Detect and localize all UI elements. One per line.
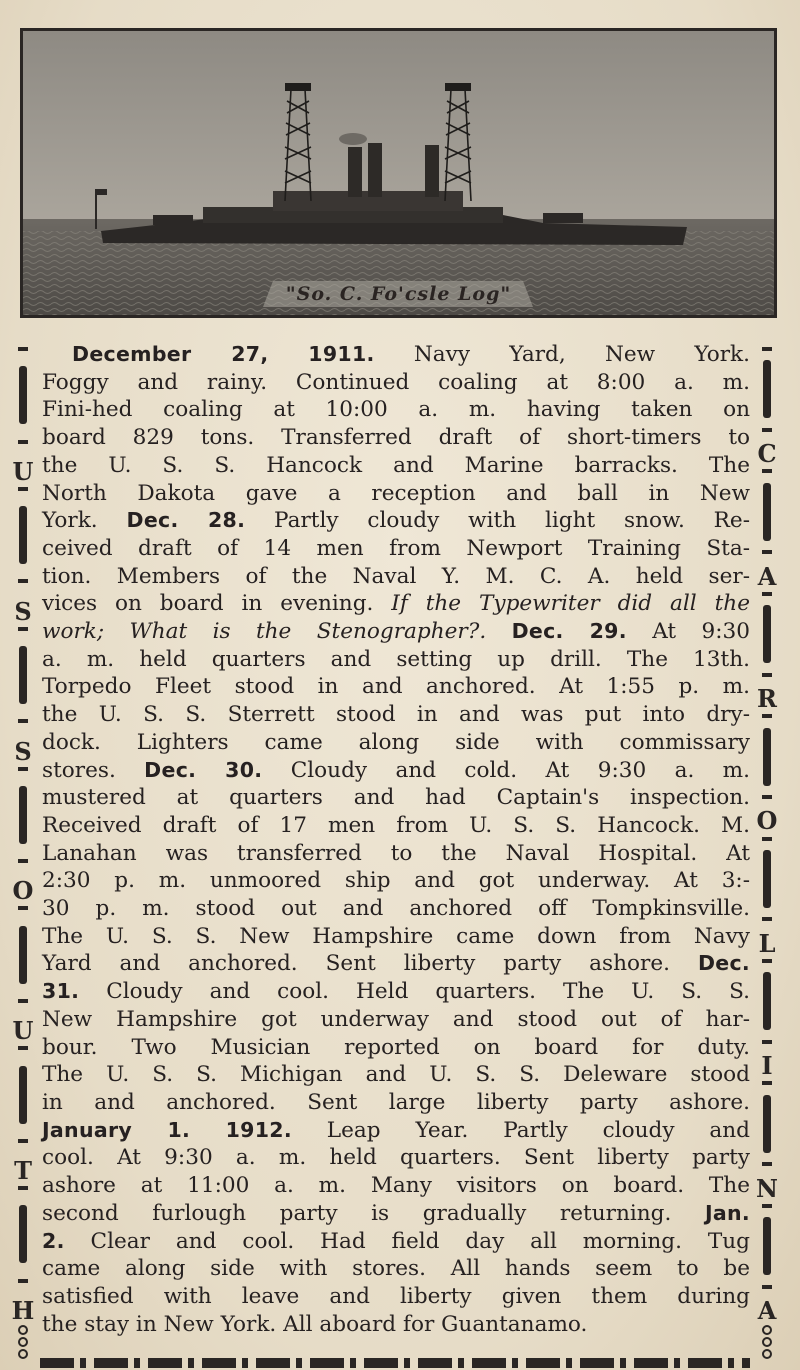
border-bar [763, 728, 771, 786]
border-bar [19, 786, 27, 844]
log-date: Dec. [697, 951, 750, 976]
log-line [42, 452, 750, 480]
border-tick [762, 1162, 772, 1166]
border-letter: U [12, 1016, 34, 1046]
border-letter: U [12, 456, 34, 486]
photo-caption: "So. C. Fo'csle Log" [285, 283, 512, 305]
border-bar [19, 506, 27, 564]
border-segment [14, 485, 31, 625]
log-line [42, 840, 750, 868]
log-text: North Dakota gave a reception and ball in New [42, 480, 750, 506]
border-end-ornament [762, 1324, 772, 1360]
border-bar [19, 926, 27, 984]
log-text [486, 619, 511, 644]
log-text: bour. Two Musician reported on board for duty. [42, 1034, 750, 1060]
log-line [42, 1089, 750, 1117]
log-line [42, 535, 750, 563]
log-italic-text: work; What is the Stenographer?. [42, 619, 487, 645]
border-tick [18, 440, 28, 444]
log-text: Clear and cool. Had field day all morning. Tug [64, 1228, 750, 1254]
border-segment [758, 467, 777, 589]
log-line [42, 618, 750, 646]
border-letter: O [12, 876, 34, 906]
log-text: 2:30 p. m. unmoored ship and got underway. At 3:- [42, 868, 750, 894]
log-line [42, 563, 750, 591]
log-text: Lanahan was transferred to the Naval Hospital. At [42, 840, 750, 866]
log-text: came along side with stores. All hands seem to be [42, 1256, 750, 1282]
border-tick [18, 999, 28, 1003]
border-tick [762, 1081, 772, 1085]
log-date: 31. [42, 979, 80, 1004]
border-letter: A [757, 561, 777, 591]
battleship-photo [20, 28, 777, 318]
border-segment [14, 625, 31, 765]
border-tick [762, 795, 772, 799]
log-text: the U. S. S. Sterrett stood in and was put into dry- [42, 702, 750, 728]
border-segment [761, 957, 772, 1079]
log-line [42, 369, 750, 397]
log-line [42, 784, 750, 812]
log-text: satisfied with leave and liberty given them during [42, 1283, 750, 1309]
log-line [42, 507, 750, 535]
border-tick [762, 917, 772, 921]
log-text: Leap Year. Partly cloudy and [291, 1117, 750, 1143]
border-segment [12, 1184, 35, 1324]
log-text: tion. Members of the Naval Y. M. C. A. held ser- [42, 563, 750, 589]
log-text: 30 p. m. stood out and anchored off Tompkinsville. [42, 896, 750, 922]
border-bar [763, 850, 771, 908]
log-line [42, 1283, 750, 1311]
border-segment [757, 345, 776, 467]
border-bar [19, 1066, 27, 1124]
log-line [42, 1311, 750, 1339]
border-tick [18, 1046, 28, 1050]
border-bar [763, 483, 771, 541]
border-bar [763, 605, 771, 663]
log-text: Partly cloudy with light snow. Re- [245, 508, 750, 534]
log-line [42, 1228, 750, 1256]
log-text: York. [42, 508, 127, 534]
border-segment [13, 345, 34, 485]
border-tick [18, 1186, 28, 1190]
border-segment [757, 712, 778, 834]
log-date: Jan. [704, 1200, 750, 1225]
border-tick [762, 550, 772, 554]
log-text: The U. S. S. Michigan and U. S. S. Deleware stood [42, 1062, 750, 1088]
log-text: the stay in New York. All aboard for Guantanamo. [42, 1311, 588, 1337]
log-line [42, 757, 750, 785]
border-tick [18, 1279, 28, 1283]
log-line [42, 396, 750, 424]
border-tick [18, 767, 28, 771]
border-tick [762, 428, 772, 432]
log-line [42, 1200, 750, 1228]
log-line [42, 867, 750, 895]
border-segment [756, 1079, 778, 1201]
right-border-carolina [752, 345, 782, 1360]
log-text: The U. S. S. New Hampshire came down from Navy [42, 923, 750, 949]
log-line [42, 1144, 750, 1172]
log-line [42, 923, 750, 951]
log-text: At 9:30 [626, 619, 750, 645]
log-line [42, 673, 750, 701]
log-text: the U. S. S. Hancock and Marine barracks. The [42, 452, 750, 478]
border-tick [762, 714, 772, 718]
log-text: Cloudy and cold. At 9:30 a. m. [262, 757, 751, 783]
border-tick [762, 1204, 772, 1208]
border-tick [18, 347, 28, 351]
border-tick [762, 1040, 772, 1044]
border-letter: C [757, 439, 777, 469]
border-letter: N [756, 1173, 778, 1203]
border-letter: R [757, 684, 777, 714]
log-text: Cloudy and cool. Held quarters. The U. S. S. [79, 979, 750, 1005]
border-segment [13, 904, 34, 1044]
log-text: vices on board in evening. [42, 591, 392, 617]
border-tick [18, 627, 28, 631]
border-segment [757, 590, 777, 712]
border-tick [762, 837, 772, 841]
log-date: December 27, 1911. [72, 342, 375, 366]
border-tick [18, 719, 28, 723]
border-letter: A [757, 1295, 777, 1325]
border-tick [18, 1139, 28, 1143]
border-tick [762, 347, 772, 351]
log-date: January 1. 1912. [42, 1117, 292, 1142]
border-bar [19, 366, 27, 424]
log-line [42, 1034, 750, 1062]
log-line [42, 729, 750, 757]
log-text: second furlough party is gradually returning. [42, 1200, 705, 1226]
log-italic-text: If the Typewriter did all the [391, 591, 750, 617]
log-text: in and anchored. Sent large liberty party ashore. [42, 1089, 750, 1115]
border-letter: L [758, 928, 776, 958]
border-bar [763, 972, 771, 1030]
log-line [42, 1172, 750, 1200]
bottom-ornament-border [40, 1358, 750, 1368]
log-date: Dec. 30. [144, 757, 263, 782]
log-line [42, 480, 750, 508]
log-line [42, 895, 750, 923]
log-line [42, 1117, 750, 1145]
border-tick [762, 592, 772, 596]
log-text: dock. Lighters came along side with commissary [42, 729, 750, 755]
border-letter: T [14, 1156, 32, 1186]
border-segment [758, 1202, 777, 1324]
border-tick [762, 1285, 772, 1289]
border-letter: O [756, 806, 778, 836]
border-tick [18, 859, 28, 863]
border-segment [14, 1044, 32, 1184]
log-date: Dec. 29. [511, 619, 627, 644]
log-text: stores. [42, 757, 145, 783]
log-text: cool. At 9:30 a. m. held quarters. Sent liberty party [42, 1145, 750, 1171]
log-line [42, 1255, 750, 1283]
log-text: Navy Yard, New York. [374, 342, 750, 367]
log-line [42, 424, 750, 452]
border-tick [762, 959, 772, 963]
border-letter: S [14, 596, 32, 626]
log-text: a. m. held quarters and setting up drill. The 13th. [42, 646, 750, 672]
border-end-ornament [18, 1324, 28, 1360]
log-text: board 829 tons. Transferred draft of short-timers to [42, 425, 750, 451]
left-border-uss-south [8, 345, 38, 1360]
border-bar [19, 1205, 27, 1263]
log-text: Fini-hed coaling at 10:00 a. m. having taken on [42, 397, 750, 423]
border-segment [759, 835, 776, 957]
log-line [42, 701, 750, 729]
log-date: 2. [42, 1228, 65, 1253]
log-text: New Hampshire got underway and stood out of har- [42, 1006, 750, 1032]
border-tick [18, 906, 28, 910]
log-line [42, 646, 750, 674]
log-line [42, 812, 750, 840]
log-text: Received draft of 17 men from U. S. S. Hancock. M. [42, 812, 750, 838]
log-text: mustered at quarters and had Captain's inspection. [42, 785, 750, 811]
border-letter: S [14, 736, 32, 766]
log-text: Yard and anchored. Sent liberty party ashore. [42, 951, 698, 977]
log-date: Dec. 28. [126, 508, 246, 533]
log-line [42, 978, 750, 1006]
battleship-illustration [23, 31, 774, 315]
border-bar [763, 1217, 771, 1275]
border-bar [763, 1095, 771, 1153]
log-line [42, 1061, 750, 1089]
border-tick [18, 487, 28, 491]
log-line [42, 950, 750, 978]
log-text: Torpedo Fleet stood in and anchored. At 1:55 p. m. [42, 674, 750, 700]
border-letter: I [761, 1051, 773, 1081]
border-letter: H [11, 1296, 35, 1325]
border-tick [762, 673, 772, 677]
log-line [42, 341, 750, 369]
log-text: ashore at 11:00 a. m. Many visitors on board. The [42, 1173, 750, 1199]
border-tick [18, 579, 28, 583]
border-segment [13, 765, 34, 905]
border-bar [19, 646, 27, 704]
log-text: ceived draft of 14 men from Newport Training Sta- [42, 535, 750, 561]
log-text: Foggy and rainy. Continued coaling at 8:00 a. m. [42, 369, 750, 395]
log-line [42, 1006, 750, 1034]
border-tick [762, 469, 772, 473]
border-bar [763, 360, 771, 418]
log-entry-text [42, 341, 750, 1338]
log-line [42, 590, 750, 618]
